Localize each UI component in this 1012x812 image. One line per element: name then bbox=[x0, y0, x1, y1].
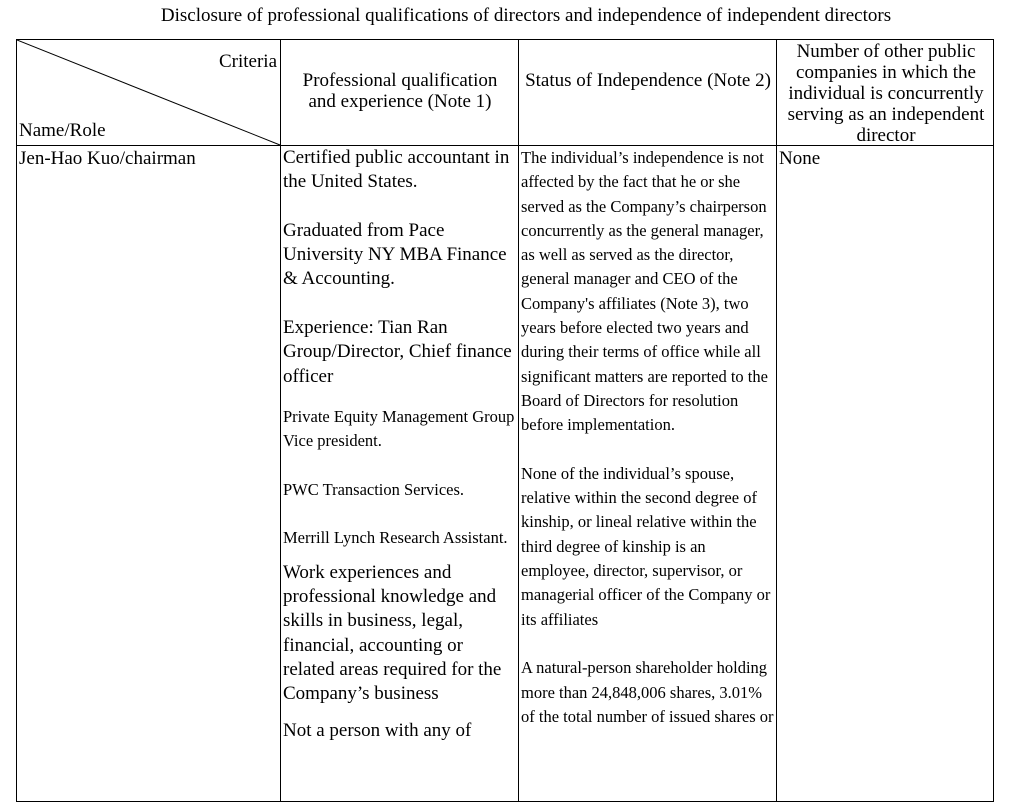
header-independence: Status of Independence (Note 2) bbox=[525, 70, 771, 91]
header-other-companies: Number of other public companies in which the individual is concurrently serving as an independent director bbox=[787, 41, 985, 146]
qualification-paragraph: Not a person with any of bbox=[283, 719, 472, 741]
column-divider bbox=[280, 40, 281, 801]
header-criteria: Criteria bbox=[218, 51, 277, 72]
column-divider bbox=[776, 40, 777, 801]
qualification-paragraph: Merrill Lynch Research Assistant. bbox=[283, 528, 508, 548]
independence-paragraph: A natural-person shareholder holding more than 24,848,006 shares, 3.01% of the total number of issued shares or bbox=[521, 658, 774, 726]
independence-paragraph: None of the individual’s spouse, relative within the second degree of kinship, or lineal relative within the third degree of kinship is an employee, director, supervisor, or managerial officer of the Company or its affiliates bbox=[521, 463, 771, 629]
qualification-paragraph: Experience: Tian Ran Group/Director, Chief finance officer bbox=[283, 317, 512, 387]
qualification-paragraph: Graduated from Pace University NY MBA Finance & Accounting. bbox=[283, 219, 507, 290]
qualification-paragraph: Certified public accountant in the United States. bbox=[283, 147, 510, 193]
header-qualification: Professional qualification and experience (Note 1) bbox=[302, 70, 498, 112]
cell-independence bbox=[521, 146, 775, 729]
column-divider bbox=[518, 40, 519, 801]
cell-other-companies: None bbox=[779, 148, 821, 169]
header-name-role: Name/Role bbox=[19, 120, 106, 141]
qualification-paragraph: Work experiences and professional knowledge and skills in business, legal, financial, accounting or related areas required for the Company’s business bbox=[283, 561, 502, 705]
qualification-paragraph: PWC Transaction Services. bbox=[283, 479, 465, 499]
qualifications-table bbox=[16, 39, 994, 802]
document-title: Disclosure of professional qualifications of directors and independence of independent directors bbox=[160, 5, 892, 26]
cell-name-role: Jen-Hao Kuo/chairman bbox=[19, 148, 196, 169]
cell-qualification bbox=[283, 146, 517, 743]
qualification-paragraph: Private Equity Management Group Vice president. bbox=[283, 406, 515, 451]
independence-paragraph: The individual’s independence is not affected by the fact that he or she served as the Company’s chairperson concurrently as the general manager, as well as served as the director, general manager and CEO of the Company's affiliates (Note 3), two years before elected two years and during their terms of office while all significant matters are reported to the Board of Directors for resolution before implementation. bbox=[521, 148, 768, 435]
